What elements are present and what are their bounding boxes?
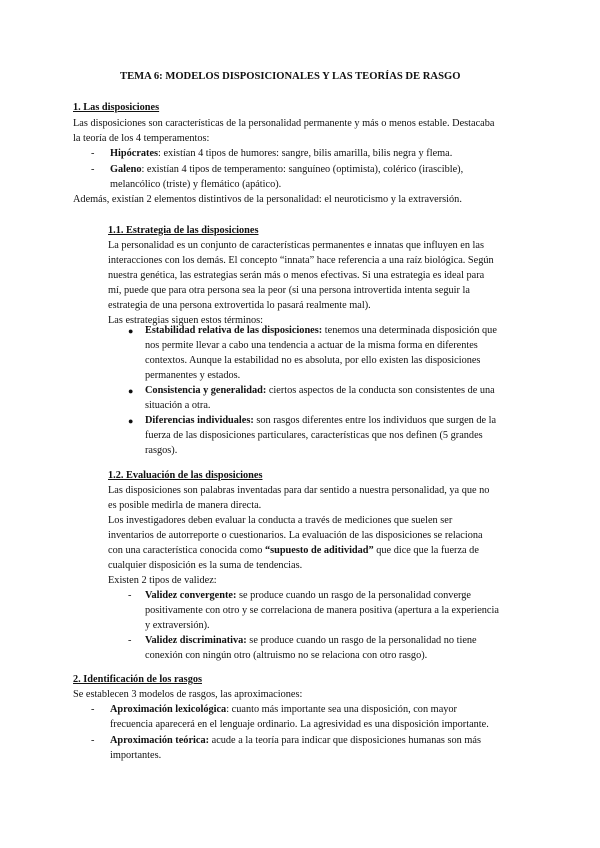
dash-marker: - xyxy=(91,164,95,175)
s2-item-cont: importantes. xyxy=(110,750,162,761)
s1-item-galeno: Galeno: existían 4 tipos de temperamento: sanguíneo (optimista), colérico (irascible), xyxy=(110,164,464,175)
s12-item-convergente: Validez convergente: se produce cuando un rasgo de la personalidad converge xyxy=(145,590,471,601)
s2-item-cont: frecuencia aparecerá en el lenguaje ordinario. La agresividad es una disposición importante. xyxy=(110,719,489,730)
s12-p3: Existen 2 tipos de validez: xyxy=(108,575,217,586)
section-1-2-heading: 1.2. Evaluación de las disposiciones xyxy=(108,470,263,481)
s12-item-discriminativa: Validez discriminativa: se produce cuando un rasgo de la personalidad no tiene xyxy=(145,635,477,646)
dash-marker: - xyxy=(91,704,95,715)
s12-item-cont: conexión con ningún otro (altruismo no se relaciona con otro rasgo). xyxy=(145,650,428,661)
s1-p1-line: la teoría de los 4 temperamentos: xyxy=(73,133,210,144)
s1-p1-line: Las disposiciones son características de la personalidad permanente y más o menos estable. Destacaba xyxy=(73,118,495,129)
s11-bullet-cont: rasgos). xyxy=(145,445,178,456)
s11-bullet-cont: contextos. Aunque la estabilidad no es absoluta, por ello existen las disposiciones xyxy=(145,355,481,366)
dash-marker: - xyxy=(128,635,132,646)
section-1-heading: 1. Las disposiciones xyxy=(73,102,160,113)
s11-bullet-cont: situación a otra. xyxy=(145,400,211,411)
s12-item-cont: y extraversión). xyxy=(145,620,210,631)
s11-bullet-estabilidad: Estabilidad relativa de las disposiciones: tenemos una determinada disposición que xyxy=(145,325,497,336)
s2-p1: Se establecen 3 modelos de rasgos, las aproximaciones: xyxy=(73,689,303,700)
s11-bullet-consistencia: Consistencia y generalidad: ciertos aspectos de la conducta son consistentes de una xyxy=(145,385,495,396)
s11-p1-line: mí, puede que para otra persona sea la peor (si una persona introvertida intenta seguir la xyxy=(108,285,470,296)
s11-bullet-cont: fuerza de las disposiciones particulares, características que nos definen (5 grandes xyxy=(145,430,483,441)
bullet-marker: ● xyxy=(128,386,134,396)
page-title: TEMA 6: MODELOS DISPOSICIONALES Y LAS TEORÍAS DE RASGO xyxy=(120,71,461,82)
s11-p1-line: estrategia de una persona extrovertida lo pasará realmente mal). xyxy=(108,300,371,311)
s11-bullet-diferencias: Diferencias individuales: son rasgos diferentes entre los individuos que surgen de la xyxy=(145,415,497,426)
s11-bullet-cont: permanentes y estados. xyxy=(145,370,241,381)
s2-item-lexicologica: Aproximación lexicológica: cuanto más importante sea una disposición, con mayor xyxy=(110,704,457,715)
s12-p1-line: es posible medirla de manera directa. xyxy=(108,500,262,511)
s1-item-hipocrates: Hipócrates: existían 4 tipos de humores: sangre, bilis amarilla, bilis negra y flema. xyxy=(110,148,453,159)
s12-item-cont: positivamente con otro y se correlaciona de manera positiva (apertura a la experiencia xyxy=(145,605,499,616)
s1-p2: Además, existían 2 elementos distintivos de la personalidad: el neuroticismo y la extraversión. xyxy=(73,194,462,205)
dash-marker: - xyxy=(91,735,95,746)
s11-p1-line: nuestra genética, las estrategias serán más o menos efectivas. Si una estrategia es ideal para xyxy=(108,270,485,281)
bullet-marker: ● xyxy=(128,326,134,336)
s11-p1-line: La personalidad es un conjunto de características permanentes e innatas que influyen en las xyxy=(108,240,484,251)
s12-p1-line: Las disposiciones son palabras inventadas para dar sentido a nuestra personalidad, ya que no xyxy=(108,485,490,496)
dash-marker: - xyxy=(128,590,132,601)
bullet-marker: ● xyxy=(128,416,134,426)
s12-p2-line-aditividad: con una característica conocida como “supuesto de aditividad” que dice que la fuerza de xyxy=(108,545,479,556)
dash-marker: - xyxy=(91,148,95,159)
s12-p2-line: Los investigadores deben evaluar la conducta a través de mediciones que suelen ser xyxy=(108,515,453,526)
s12-p2-line: cualquier disposición es la suma de tendencias. xyxy=(108,560,303,571)
s2-item-teorica: Aproximación teórica: acude a la teoría para indicar que disposiciones humanas son más xyxy=(110,735,481,746)
section-2-heading: 2. Identificación de los rasgos xyxy=(73,674,202,685)
s11-bullet-cont: nos permite llevar a cabo una tendencia a actuar de la misma forma en diferentes xyxy=(145,340,478,351)
section-1-1-heading: 1.1. Estrategia de las disposiciones xyxy=(108,225,259,236)
s1-item-galeno-cont: melancólico (triste) y flemático (apático). xyxy=(110,179,282,190)
s11-p1-line: interacciones con los demás. El concepto “innata” hace referencia a una raíz biológica. Según xyxy=(108,255,494,266)
s11-p2: Las estrategias siguen estos términos: xyxy=(108,315,263,326)
s12-p2-line: inventarios de autorreporte o cuestionarios. La evaluación de las disposiciones se relaciona xyxy=(108,530,483,541)
